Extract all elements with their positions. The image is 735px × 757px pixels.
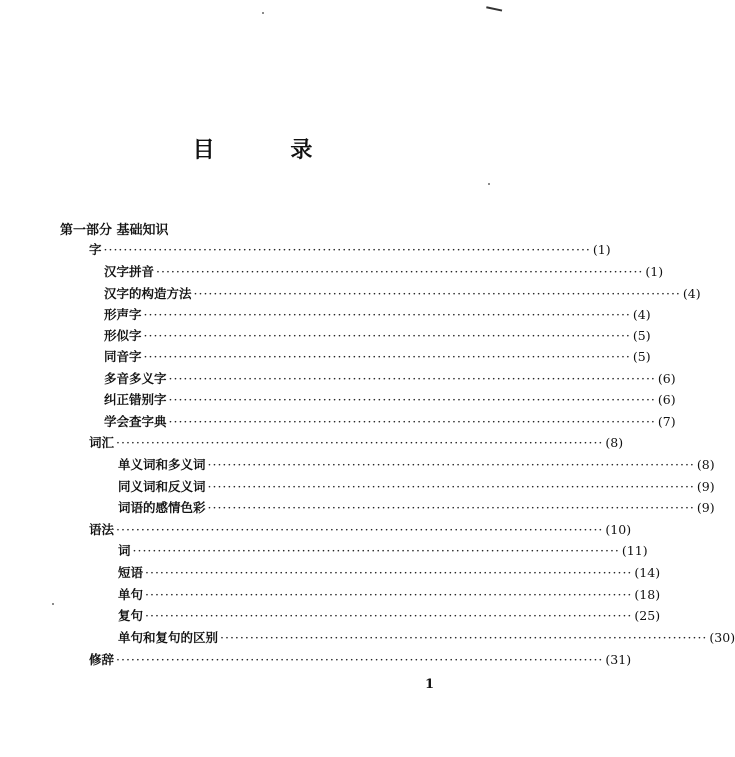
dot-leader: ·································································································· [145,587,633,602]
toc-entry-page: (10) [605,522,632,537]
toc-entry [89,433,624,451]
toc-entry [118,585,661,603]
scan-speck [52,603,54,605]
toc-entry-label: 单句和复句的区别 [118,630,219,645]
toc-entry [118,541,648,559]
toc-entry-label: 语法 [89,522,115,537]
toc-entry-page: (4) [682,286,701,301]
dot-leader: ·································································································· [168,392,656,407]
dot-leader: ·································································································· [132,543,620,558]
dot-leader: ·································································································· [207,500,695,515]
toc-entry-page: (18) [634,587,661,602]
toc-entry-page: (1) [592,242,611,257]
toc-entry [89,240,611,258]
toc-entry-page: (25) [634,608,661,623]
toc-entry-page: (1) [645,264,664,279]
scan-speck [488,183,490,185]
toc-entry-label: 形声字 [104,307,142,322]
toc-entry [89,520,632,538]
toc-entry-label: 汉字拼音 [104,264,155,279]
toc-entry-page: (5) [632,328,651,343]
toc-entry [118,628,735,646]
dot-leader: ·································································································· [116,522,604,537]
toc-entry-label: 形似字 [104,328,142,343]
toc-entry-label: 同义词和反义词 [118,479,206,494]
toc-entry-label: 词汇 [89,435,115,450]
dot-leader: ·································································································· [145,565,633,580]
toc-entry [104,284,701,302]
part-heading: 第一部分 基础知识 [60,223,169,238]
dot-leader: ·································································································· [207,479,695,494]
toc-entry-label: 学会查字典 [104,414,167,429]
toc-entry [118,606,661,624]
dot-leader: ·································································································· [116,435,604,450]
toc-entry-page: (11) [621,543,648,558]
toc-entry-label: 多音多义字 [104,371,167,386]
toc-entry-label: 纠正错别字 [104,392,167,407]
scan-mark [486,0,504,12]
toc-entry-label: 单句 [118,587,144,602]
toc-entry-page: (4) [632,307,651,322]
toc-entry-page: (14) [634,565,661,580]
toc-entry [104,412,676,430]
toc-entry-page: (6) [657,392,676,407]
dot-leader: ·································································································· [143,349,631,364]
page-title: 目 录 [192,137,347,163]
toc-entry-page: (7) [657,414,676,429]
dot-leader: ·································································································· [220,630,708,645]
toc-entry-page: (5) [632,349,651,364]
toc-entry [104,347,651,365]
toc-entry-label: 单义词和多义词 [118,457,206,472]
dot-leader: ·································································································· [143,307,631,322]
toc-entry [104,262,664,280]
toc-entry [118,455,715,473]
scan-speck [262,12,264,14]
toc-entry-label: 复句 [118,608,144,623]
toc-entry [118,498,715,516]
toc-entry-page: (6) [657,371,676,386]
toc-entry [89,650,632,668]
toc-entry [118,563,661,581]
toc-entry [104,390,676,408]
toc-entry [104,305,651,323]
toc-entry-page: (31) [605,652,632,667]
toc-entry [104,326,651,344]
dot-leader: ·································································································· [156,264,644,279]
toc-entry-label: 汉字的构造方法 [104,286,192,301]
toc-entry-page: (9) [696,500,715,515]
toc-entry-label: 词语的感情色彩 [118,500,206,515]
dot-leader: ·································································································· [193,286,681,301]
dot-leader: ·································································································· [168,371,656,386]
toc-entry [118,477,715,495]
toc-entry-label: 字 [89,242,102,257]
toc-entry-label: 短语 [118,565,144,580]
toc-entry-page: (30) [709,630,735,645]
toc-entry-label: 修辞 [89,652,115,667]
toc-entry-label: 同音字 [104,349,142,364]
dot-leader: ·································································································· [116,652,604,667]
toc-entry [104,369,676,387]
page-number: 1 [425,677,435,692]
dot-leader: ·································································································· [143,328,631,343]
toc-entry-page: (9) [696,479,715,494]
dot-leader: ·································································································· [168,414,656,429]
toc-entry-page: (8) [696,457,715,472]
dot-leader: ·································································································· [103,242,591,257]
dot-leader: ·································································································· [207,457,695,472]
dot-leader: ·································································································· [145,608,633,623]
toc-entry-label: 词 [118,543,131,558]
toc-entry-page: (8) [605,435,624,450]
